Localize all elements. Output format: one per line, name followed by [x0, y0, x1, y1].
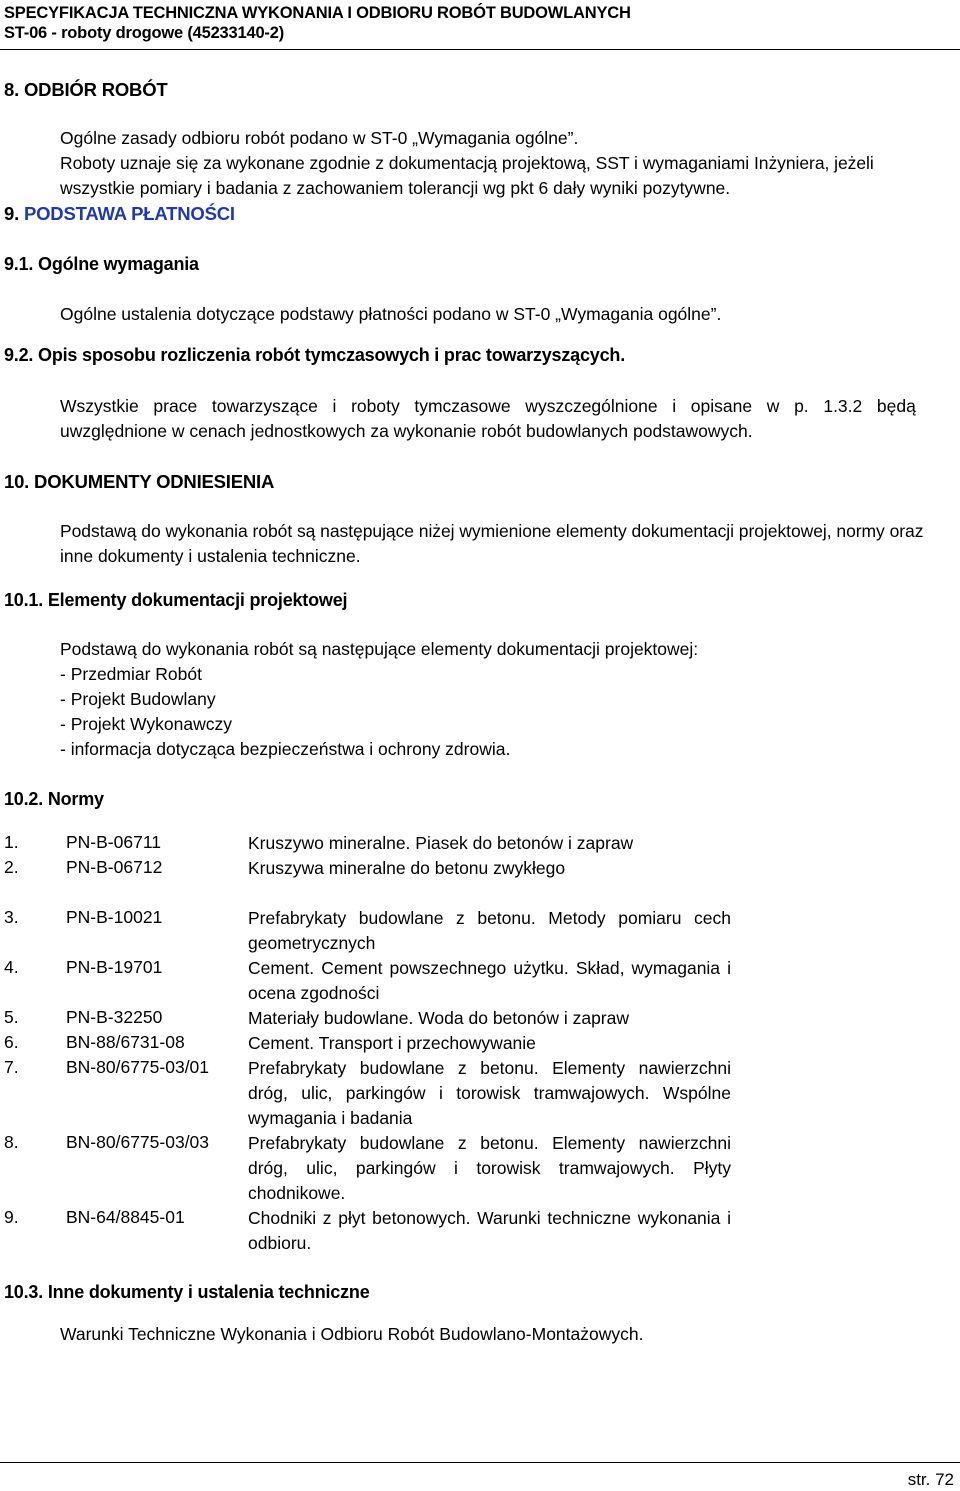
- norm-number: 6.: [4, 1032, 19, 1052]
- norm-description: Cement. Cement powszechnego użytku. Skład, wymagania i ocena zgodności: [248, 958, 731, 1003]
- document-title: SPECYFIKACJA TECHNICZNA WYKONANIA I ODBIORU ROBÓT BUDOWLANYCH: [4, 4, 631, 22]
- norm-code: PN-B-06712: [66, 857, 163, 877]
- section-9-2-line1: Wszystkie prace towarzyszące i roboty tymczasowe wyszczególnione i opisane w p. 1.3.2 będą: [60, 396, 916, 416]
- norm-description: Prefabrykaty budowlane z betonu. Metody pomiaru cech geometrycznych: [248, 908, 731, 953]
- section-10-1-intro: Podstawą do wykonania robót są następujące elementy dokumentacji projektowej:: [60, 639, 699, 659]
- section-8-line3: wszystkie pomiary i badania z zachowaniem tolerancji wg pkt 6 dały wyniki pozytywne.: [60, 178, 731, 198]
- document-subtitle: ST-06 - roboty drogowe (45233140-2): [4, 24, 285, 42]
- norm-code: PN-B-32250: [66, 1007, 163, 1027]
- norm-number: 4.: [4, 957, 19, 977]
- section-10-2-title: 10.2. Normy: [4, 789, 104, 809]
- norm-number: 1.: [4, 832, 19, 852]
- norm-description: Materiały budowlane. Woda do betonów i zapraw: [248, 1008, 630, 1028]
- norm-code: BN-88/6731-08: [66, 1032, 185, 1052]
- norm-description: Prefabrykaty budowlane z betonu. Elementy nawierzchni dróg, ulic, parkingów i torowisk tramwajowych. Wspólne wymagania i badania: [248, 1058, 731, 1128]
- norm-description: Kruszywa mineralne do betonu zwykłego: [248, 858, 566, 878]
- section-9-1-text: Ogólne ustalenia dotyczące podstawy płatności podano w ST-0 „Wymagania ogólne”.: [60, 304, 722, 324]
- section-9-1-title: 9.1. Ogólne wymagania: [4, 254, 199, 274]
- section-8-line1: Ogólne zasady odbioru robót podano w ST-0 „Wymagania ogólne”.: [60, 128, 579, 148]
- norm-description: Kruszywo mineralne. Piasek do betonów i zapraw: [248, 833, 634, 853]
- section-8-title: 8. ODBIÓR ROBÓT: [4, 79, 168, 100]
- section-10-title: 10. DOKUMENTY ODNIESIENIA: [4, 471, 275, 492]
- footer-divider: [0, 1462, 960, 1463]
- list-item: - Przedmiar Robót: [60, 664, 202, 684]
- section-9-title-text: PODSTAWA PŁATNOŚCI: [23, 203, 235, 224]
- page-number: str. 72: [907, 1470, 954, 1489]
- section-9-title: [4, 203, 235, 225]
- list-item: - Projekt Wykonawczy: [60, 714, 232, 734]
- norm-code: PN-B-10021: [66, 907, 163, 927]
- section-8-line2: Roboty uznaje się za wykonane zgodnie z dokumentacją projektową, SST i wymaganiami Inżyniera, jeżeli: [60, 153, 874, 173]
- norm-number: 3.: [4, 907, 19, 927]
- page-header: [0, 0, 960, 50]
- section-10-intro-line1: Podstawą do wykonania robót są następujące niżej wymienione elementy dokumentacji projektowej, normy oraz: [60, 521, 924, 541]
- norm-code: BN-64/8845-01: [66, 1207, 185, 1227]
- norm-description: Prefabrykaty budowlane z betonu. Elementy nawierzchni dróg, ulic, parkingów i torowisk tramwajowych. Płyty chodnikowe.: [248, 1133, 731, 1203]
- norm-description: Chodniki z płyt betonowych. Warunki techniczne wykonania i odbioru.: [248, 1208, 731, 1253]
- norm-code: PN-B-06711: [66, 832, 162, 852]
- norm-number: 2.: [4, 857, 19, 877]
- list-item: - informacja dotycząca bezpieczeństwa i ochrony zdrowia.: [60, 739, 511, 759]
- norm-description: Cement. Transport i przechowywanie: [248, 1033, 536, 1053]
- section-10-3-text: Warunki Techniczne Wykonania i Odbioru Robót Budowlano-Montażowych.: [60, 1324, 644, 1344]
- norm-number: 9.: [4, 1207, 19, 1227]
- section-10-3-title: 10.3. Inne dokumenty i ustalenia techniczne: [4, 1282, 370, 1302]
- norm-number: 7.: [4, 1057, 19, 1077]
- section-10-1-title: 10.1. Elementy dokumentacji projektowej: [4, 590, 348, 610]
- section-9-2-title: 9.2. Opis sposobu rozliczenia robót tymczasowych i prac towarzyszących.: [4, 345, 625, 365]
- section-10-intro-line2: inne dokumenty i ustalenia techniczne.: [60, 546, 361, 566]
- norm-code: PN-B-19701: [66, 957, 163, 977]
- list-item: - Projekt Budowlany: [60, 689, 216, 709]
- section-9-number: 9.: [4, 203, 24, 224]
- norm-code: BN-80/6775-03/03: [66, 1132, 210, 1152]
- norm-number: 5.: [4, 1007, 19, 1027]
- norm-code: BN-80/6775-03/01: [66, 1057, 210, 1077]
- section-9-2-line2: uwzględnione w cenach jednostkowych za wykonanie robót budowlanych podstawowych.: [60, 421, 753, 441]
- norm-number: 8.: [4, 1132, 19, 1152]
